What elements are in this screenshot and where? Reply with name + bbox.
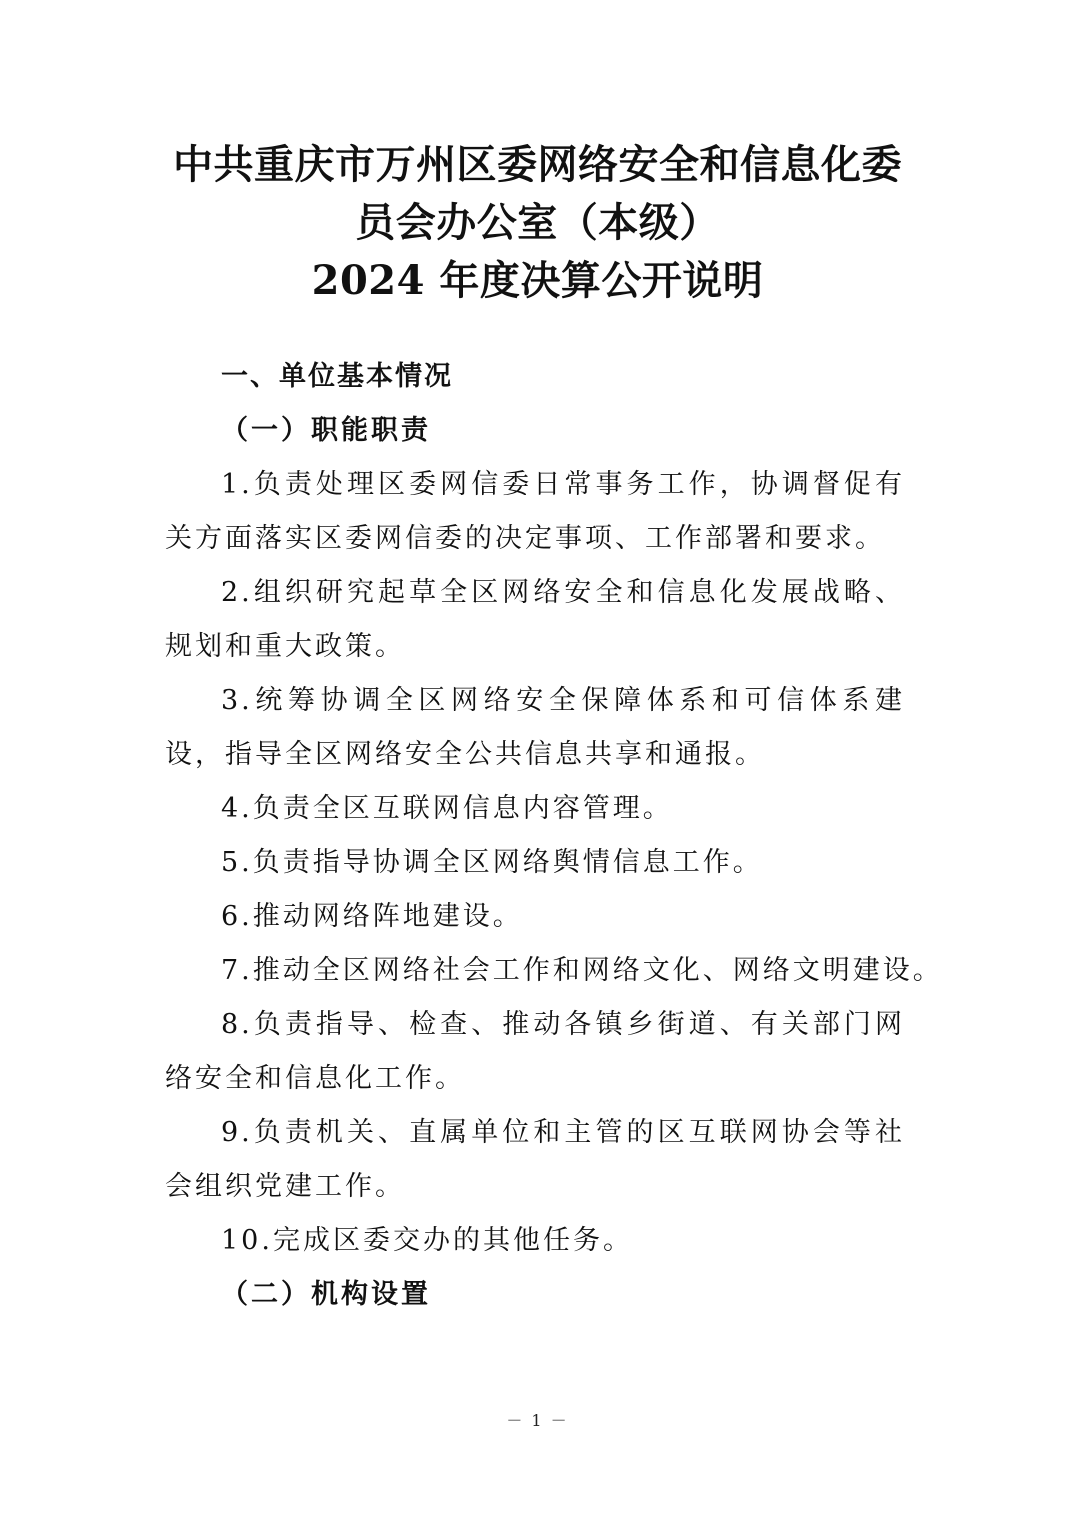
title-line-1: 中共重庆市万州区委网络安全和信息化委 (173, 141, 902, 188)
duty-item-3: 3.统筹协调全区网络安全保障体系和可信体系建设，指导全区网络安全公共信息共享和通报。 (165, 685, 905, 770)
title-line-2: 员会办公室（本级） (355, 199, 720, 246)
duty-item-2: 2.组织研究起草全区网络安全和信息化发展战略、规划和重大政策。 (165, 577, 905, 662)
subsection-heading-functions: （一）职能职责 (221, 415, 431, 446)
subsection-heading-organization: （二）机构设置 (221, 1279, 431, 1310)
duty-item-5: 5.负责指导协调全区网络舆情信息工作。 (221, 847, 763, 878)
duty-item-9: 9.负责机关、直属单位和主管的区互联网协会等社会组织党建工作。 (165, 1117, 905, 1202)
section-heading-basic-info: 一、单位基本情况 (221, 361, 453, 392)
duty-item-6: 6.推动网络阵地建设。 (221, 901, 523, 932)
duty-item-1: 1.负责处理区委网信委日常事务工作，协调督促有关方面落实区委网信委的决定事项、工作部署和要求。 (165, 469, 905, 554)
duty-item-8: 8.负责指导、检查、推动各镇乡街道、有关部门网络安全和信息化工作。 (165, 1009, 905, 1094)
document-body (165, 350, 943, 1322)
title-line-3: 2024 年度决算公开说明 (311, 257, 764, 304)
duty-item-7: 7.推动全区网络社会工作和网络文化、网络文明建设。 (221, 955, 943, 986)
duty-item-10: 10.完成区委交办的其他任务。 (221, 1225, 633, 1256)
duty-item-4: 4.负责全区互联网信息内容管理。 (221, 793, 673, 824)
page-number: － 1 － (506, 1411, 569, 1430)
document-title (150, 136, 925, 310)
